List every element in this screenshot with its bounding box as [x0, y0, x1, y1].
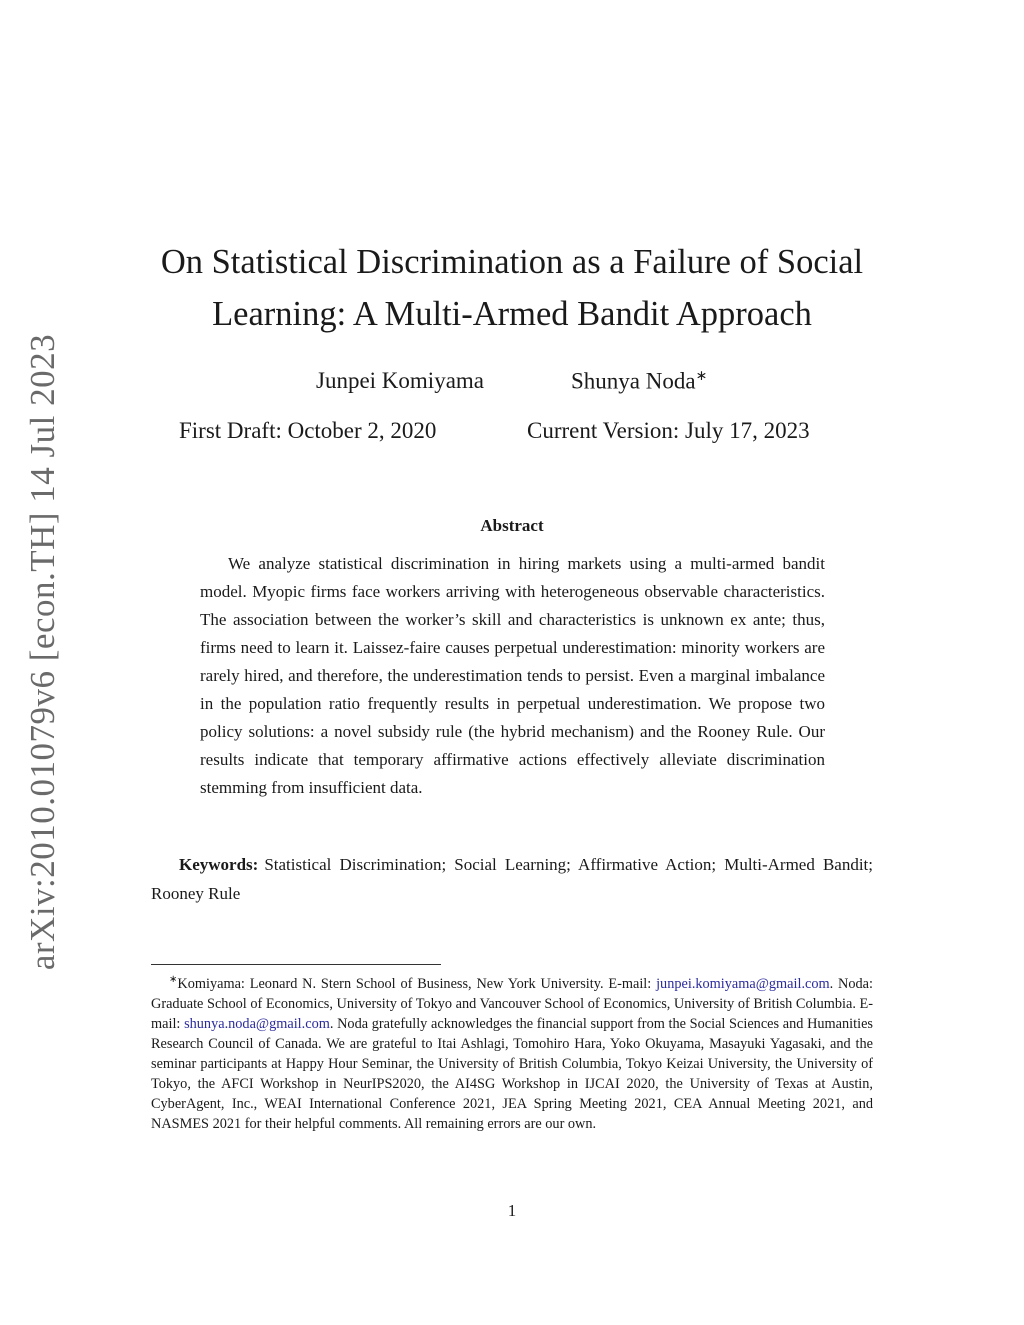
- arxiv-identifier-stamp: arXiv:2010.01079v6 [econ.TH] 14 Jul 2023: [23, 333, 62, 971]
- footnote-marker: ∗: [169, 974, 178, 985]
- author-name: Junpei Komiyama: [316, 368, 484, 393]
- title-line-2: Learning: A Multi-Armed Bandit Approach: [212, 295, 812, 333]
- author-komiyama: [316, 368, 484, 394]
- keywords: [151, 850, 873, 908]
- paper-title: [140, 236, 884, 340]
- abstract-heading: Abstract: [480, 516, 544, 535]
- title-line-1: On Statistical Discrimination as a Failure of Social: [160, 243, 864, 281]
- noda-email-link[interactable]: shunya.noda@gmail.com: [184, 1015, 330, 1032]
- keywords-label: Keywords:: [179, 855, 259, 874]
- current-version-date: Current Version: July 17, 2023: [527, 418, 810, 443]
- footnote-text-1: Komiyama: Leonard N. Stern School of Business, New York University. E-mail:: [177, 975, 657, 992]
- komiyama-email-link[interactable]: junpei.komiyama@gmail.com: [656, 975, 830, 992]
- footnote-divider: [151, 964, 441, 965]
- page-number: 1: [507, 1201, 517, 1220]
- footnote-marker: ∗: [695, 369, 708, 384]
- author-name: Shunya Noda: [571, 368, 696, 394]
- footnote-text-3: . Noda gratefully acknowledges the financial support from the Social Sciences and Humanities Research Council of Canada. We are grateful to Itai Ashlagi, Tomohiro Hara, Yoko Okuyama, Masayuki Yagasaki, and the seminar participants at Happy Hour Seminar, the University of British Columbia, Tokyo Keizai University, the University of Tokyo, the AFCI Workshop in NeurIPS2020, the AI4SG Workshop in IJCAI 2020, the University of Texas at Austin, CyberAgent, Inc., WEAI International Conference 2021, JEA Spring Meeting 2021, CEA Annual Meeting 2021, and NASMES 2021 for their helpful comments. All remaining errors are our own.: [151, 1015, 873, 1132]
- author-noda: [571, 368, 707, 395]
- first-draft-date: First Draft: October 2, 2020: [179, 418, 437, 443]
- keywords-text: Statistical Discrimination; Social Learning; Affirmative Action; Multi-Armed Bandit; Rooney Rule: [151, 855, 873, 903]
- abstract-body: We analyze statistical discrimination in hiring markets using a multi-armed bandit model. Myopic firms face workers arriving with heterogeneous observable characteristics. The association between the worker’s skill and characteristics is unknown ex ante; thus, firms need to learn it. Laissez-faire causes perpetual underestimation: minority workers are rarely hired, and therefore, the underestimation tends to persist. Even a marginal imbalance in the population ratio frequently results in perpetual underestimation. We propose two policy solutions: a novel subsidy rule (the hybrid mechanism) and the Rooney Rule. Our results indicate that temporary affirmative actions effectively alleviate discrimination stemming from insufficient data.: [200, 554, 825, 797]
- footnote-text-2: . Noda: Graduate School of Economics, University of Tokyo and Vancouver School of Economics, University of British Columbia. E-mail:: [151, 975, 874, 1032]
- footnote: [151, 970, 873, 1134]
